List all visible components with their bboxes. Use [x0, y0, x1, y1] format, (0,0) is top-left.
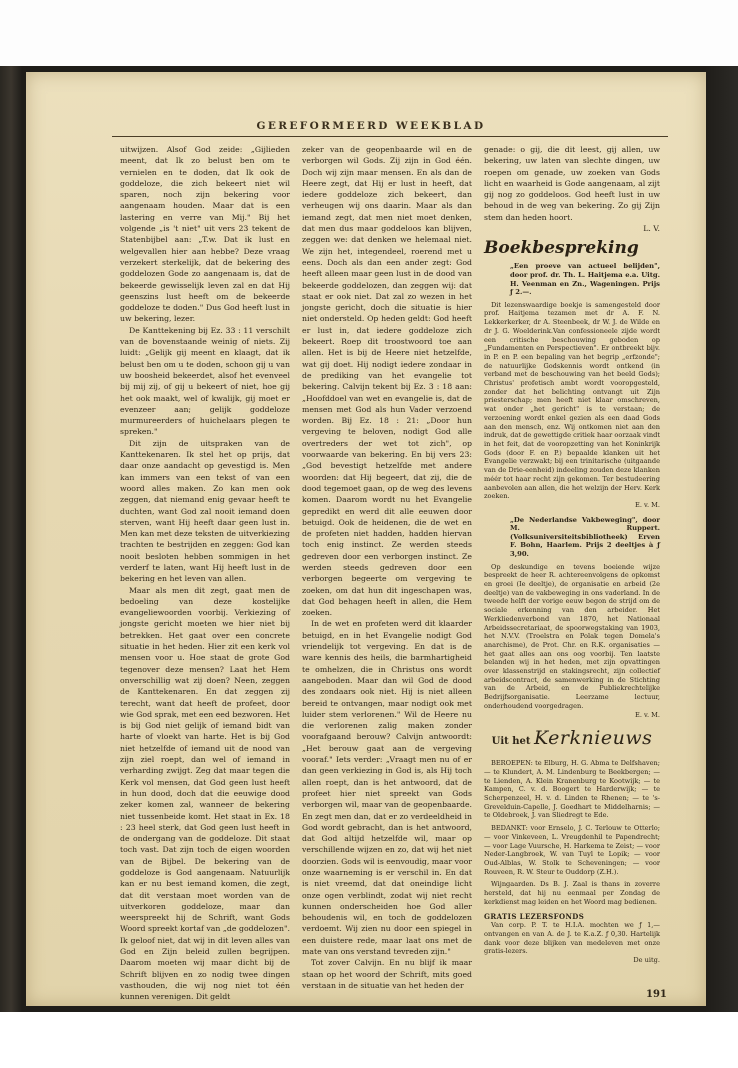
paragraph: uitwijzen. Alsof God zeide: „Gijlieden meent, dat Ik zo belust ben om te vernielen en te doden, dat Ik ook de goddeloze, die zich bekeert niet wil sparen, noch zijn bekering voor aangenaam houden. Maar dat is een lastering en verre van Mij." Bij het volgende „is 't niet" uit vers 23 tekent de Statenbijbel aan: „T.w. Dat ik lust en welgevallen hier aan hebbe? Deze vraag verzekert sterkelijk, dat de bekering des goddelozen Gode zo aangenaam is, dat de bekeerde gewisselijk leven zal en dat Hij geenszins lust heeft om de bekeerde goddeloze te doden." Dus God heeft lust in uw bekering, lezer. [120, 145, 290, 324]
paragraph-lezersfonds: Van corp. P. T. te H.I.A. mochten we ƒ 1,— ontvangen en van A. de J. te K.a.Z. ƒ 0,30. Hartelijk dank voor deze blijken van medeleven met onze gratis-lezers. [484, 921, 660, 956]
section-heading-lezersfonds: GRATIS LEZERSFONDS [484, 911, 585, 921]
signature: L. V. [643, 224, 660, 234]
newspaper-page [26, 72, 706, 1006]
signature: E. v. M. [635, 500, 660, 509]
paragraph-beroepen: BEROEPEN: te Elburg, H. G. Abma te Delfshaven; — te Klundert, A. M. Lindenburg te Beekbergen; — te Lienden, A. Klein Kranenburg te Kootwijk; — te Kampen, C. v. d. Boogert te Harderwijk; — te Scherpenzeel, H. v. d. Linden te Rhenen; — te 's-Grevelduin-Capelle, J. Goedhart te Middelharnis; — te Oldebroek, J. van Sliedregt te Ede. [484, 759, 660, 820]
review-body [484, 563, 660, 720]
heading-prefix: Uit het [491, 736, 531, 748]
paragraph: Maar als men dit zegt, gaat men de bedoeling van deze kostelijke evangeliewoorden voorbij. Verkiezing of jongste gericht moeten we hier niet bij betrekken. Het gaat over een concrete situatie in het heden. Hier zit een kerk vol mensen voor u. Hoe staat de grote God tegenover deze mensen? Laat het Hem onverschillig wat zij doen? Neen, zeggen de Kanttekenaren. En dat zeggen zij terecht, want dat heeft de profeet, door wie God sprak, met een eed bezworen. Het is bij God niet gelijk of iemand bidt van harte of vloekt van harte. Het is bij God niet hetzelfde of iemand uit de nood van zijn ziel roept, dan wel of iemand in verharding zwijgt. Zeg dat maar tegen die Kerk vol mensen, dat God geen lust heeft in hun dood, doch dat die eeuwige dood zeker komen zal, wanneer de bekering niet tussenbeide komt. Het staat in Ex. 18 : 23 heel sterk, dat God geen lust heeft in de ondergang van de goddeloze. Dit staat toch vast. Dat zijn toch de eigen woorden van de Bijbel. De bekering van de goddeloze is God aangenaam. Natuurlijk kan er nu best iemand komen, die zegt, dat dit verstaan moet worden van de uitverkoren goddeloze, maar dan weerspreekt hij de Schrift, want Gods Woord spreekt kortaf van „de goddelozen". Ik geloof niet, dat wij in dit leven alles van God en Zijn beleid zullen begrijpen. Daarom moeten wij maar dicht bij de Schrift blijven en zo nodig twee dingen vasthouden, die wij nog niet tot één kunnen verenigen. Dit geldt [120, 585, 290, 1002]
signature: De uitg. [633, 956, 660, 965]
column-middle [302, 144, 472, 990]
column-left [120, 144, 291, 1002]
review-body [484, 301, 660, 510]
signature: E. v. M. [635, 710, 660, 719]
paragraph: Dit lezenswaardige boekje is samengesteld door prof. Haitjema tezamen met dr A. F. N. Lekkerkerker, dr A. Steenbeek, dr W. J. de Wilde en dr J. G. Woelderink.Van confessioneele zijde wordt een critische beschouwing geboden op „Fundamenten en Perspectieven". Er ontbreekt bijv. in P. en P. een bepaling van het begrip „erfzonde"; de natuurlijke Godskennis wordt ontkend (in verband met de beschouwing van het beeld Gods); Christus' profetisch ambt wordt vooropgesteld, zonder dat het belichting ontvangt uit Zijn priesterschap; men heeft niet klaar omschreven, wat onder „het gericht" is te verstaan; de verzoening wordt enkel gezien als een daad Gods aan den mensch, enz. Wij ontkomen niet aan den indruk, dat de gewettigde critiek haar oorzaak vindt in het feit, dat de vooropzetting van het Koninkrijk Gods (door F. en P.) bepaalde klanken uit het Evangelie verzwakt; bij een trinitarische (uitgaande van de Drie-eenheid) indeeling zouden deze klanken méér tot haar recht zijn gekomen. Ter bestudeering aanbevolen aan allen, die het welzijn der Herv. Kerk zoeken. [484, 300, 660, 501]
review-title [510, 262, 660, 296]
kerknieuws-body [484, 759, 660, 964]
paragraph: genade: o gij, die dit leest, gij allen, uw bekering, uw laten van slechte dingen, uw roepen om genade, uw zoeken van Gods licht en waarheid is Gode aangenaam, al zijt gij nog zo goddeloos. God heeft lust in uw behoud in de weg van bekering. Zo gij Zijn stem dan heden hoort. [484, 145, 660, 222]
paragraph: Op deskundige en tevens boeiende wijze bespreekt de heer R. achtereenvolgens de opkomst en groei (Ie deeltje), de organisatie en arbeid (2e deeltje) van de vakbeweging in ons vaderland. In de tweede helft der vorige eeuw begon de strijd om de sociale erkenning van den arbeider. Het Werkliedenverbond van 1870, het Nationaal Arbeidssecretariaat, de spoorwegstaking van 1903, het N.V.V. (Troelstra en Polak tegen Domela's anarchisme), de Prot. Chr. en R.K. organisaties — het gaat alles aan ons oog voorbij. Ten laatste belanden wij in het heden, met zijn opvattingen over klassenstrijd en stakingsrecht, zijn collectief arbeidscontract, de samenwerking in de Stichting van de Arbeid, en de Publiekrechtelijke Bedrijfsorganisatie. Leerzame lectuur, onderhoudend voorgedragen. [484, 562, 660, 710]
section-heading-boekbespreking: Boekbespreking [484, 238, 639, 259]
review-title-text: „Een proeve van actueel belijden", door prof. dr. Th. L. Haitjema e.a. Uitg. H. Veenman en Zn., Wageningen. Prijs ƒ 2.—. [510, 262, 660, 297]
paragraph-wijngaarden: Wijngaarden. Ds B. J. Zaal is thans in zoverre hersteld, dat hij nu eenmaal per Zondag de kerkdienst mag leiden en het Woord mag bedienen. [484, 880, 660, 906]
heading-script: Kerknieuws [534, 727, 653, 750]
paragraph: Tot zover Calvijn. En nu blijf ik maar staan op het woord der Schrift, mits goed verstaan in de situatie van het heden der [302, 958, 472, 990]
review-title [510, 516, 660, 559]
paragraph: zeker van de geopenbaarde wil en de verborgen wil Gods. Zij zijn in God één. Doch wij zijn maar mensen. En als dan de Heere zegt, dat Hij er lust in heeft, dat iedere goddeloze zich bekeert, dan verheugen wij ons daarin. Maar als dan iemand zegt, dat men niet moet denken, dat men dus maar goddeloos kan blijven, zeggen we: dat denken we helemaal niet. We zijn het, integendeel, roerend met u eens. Doch als dan een ander zegt: God heeft alleen maar geen lust in de dood van bekeerde goddelozen, dan zeggen wij: dat staat er ook niet. Dat zal zo wezen in het jongste gericht, doch die situatie is hier niet ondersteld. Op heden geldt: God heeft er lust in, dat iedere goddeloze zich bekeert. Roep dit troostwoord toe aan allen. Het is bij de Heere niet hetzelfde, wat gij doet. Hij nodigt iedere zondaar in de prediking van het evangelie tot bekering. Calvijn tekent bij Ez. 3 : 18 aan: „Hoofddoel van wet en evangelie is, dat de mensen met God als hun Vader verzoend worden. Bij Ez. 18 : 21: „Door hun vergeving te beloven, nodigt God alle overtreders der wet tot zich", op voorwaarde van bekering. En bij vers 23: „God bevestigt hetzelfde met andere woorden: dat Hij begeert, dat zij, die de dood tegemoet gaan, op de weg des levens komen. Daarom wordt nu het Evangelie gepredikt en werd dit alle eeuwen door betuigd. Ook de heidenen, die de wet en de profeten niet hadden, hadden hiervan toch enig instinct. Ze werden steeds gedreven door een verborgen instinct. Ze werden steeds gedreven door een verborgen begeerte om vergeving te zoeken, om dat hun dit ingeschapen was, dat God behagen heeft in allen, die Hem zoeken. [302, 145, 472, 618]
column-right [484, 144, 660, 984]
paragraph: In de wet en profeten werd dit klaarder betuigd, en in het Evangelie nodigt God vriendelijk tot vergeving. En dat is de ware kennis des heils, die barmhartigheid te omhelzen, die in Christus ons wordt aangeboden. Maar dan wil God de dood des zondaars ook niet. Hij is niet alleen bereid te ontvangen, maar nodigt ook met luider stem verlorenen." Wil de Heere nu die verlorenen zalig maken zonder voorafgaand berouw? Calvijn antwoordt: „Het berouw gaat aan de vergeving vooraf." Iets verder: „Vraagt men nu of er dan geen verkiezing in God is, als Hij toch allen roept, dan is het antwoord, dat de profeet hier niet spreekt van Gods verborgen wil, maar van de geopenbaarde. En zegt men dan, dat er zo verdeeldheid in God wordt gebracht, dan is het antwoord, dat God altijd hetzelfde wil, maar op verschillende wijzen en zo, dat wij het niet doorzien. Gods wil is eenvoudig, maar voor onze waarneming is er verschil in. En dat is niet vreemd, dat dat oneindige licht onze ogen verblindt, zodat wij niet recht kunnen onderscheiden hoe God aller behoudenis wil, en toch de goddelozen verdoemt. Wij zien nu door een spiegel in een duistere rede, maar laat ons met de mate van ons verstand tevreden zijn." [302, 619, 472, 957]
section-heading-kerknieuws [484, 727, 660, 753]
review-title-text: „De Nederlandse Vakbeweging", door M. Ruppert. (Volksuniversiteitsbibliotheek) Erven F. Bohn, Haarlem. Prijs 2 deeltjes à ƒ 3,90. [510, 515, 660, 558]
page-header: GEREFORMEERD WEEKBLAD [256, 120, 486, 132]
paragraph: Dit zijn de uitspraken van de Kanttekenaren. Ik stel het op prijs, dat daar onze aandacht op gevestigd is. Men kan immers van een tekst of van een woord alles maken. Zo kan men ook zeggen, dat niemand enig gevaar heeft te duchten, want God zal nooit iemand doen sterven, want Hij heeft daar geen lust in. Men kan met deze teksten de uitverkiezing trachten te bestrijden en zeggen: God kan nooit besloten hebben sommigen in het verderf te laten, want Hij heeft lust in de bekering en het leven van allen. [120, 438, 291, 584]
scan-top-margin [0, 0, 738, 66]
header-rule [112, 136, 668, 137]
scan-bottom-margin [0, 1012, 738, 1068]
page-number: 191 [646, 989, 667, 1000]
paragraph-bedankt: BEDANKT: voor Ernselo, J. C. Terlouw te Otterlo; — voor Vinkeveen, L. Vreugdenhil te Papendrecht; — voor Lage Vuursche, H. Harkema te Zeist; — voor Neder-Langbroek, W. van Tuyl te Lopik; — voor Oud-Alblas, W. Stolk te Scheveningen; — voor Rouveen, R. W. Steur te Ouddorp (Z.H.). [484, 824, 660, 876]
paragraph: De Kanttekening bij Ez. 33 : 11 verschilt van de bovenstaande weinig of niets. Zij luidt: „Gelijk gij meent en klaagt, dat ik belust ben om u te doden, schoon gij u van uw boosheid bekeerdet, alsof het evenveel bij mij zij, of gij u bekeert of niet, hoe gij het ook maakt, wel of kwalijk, gij moet er evenzeer aan; gelijk goddeloze murmureerders of huichelaars plegen te spreken." [120, 325, 290, 437]
